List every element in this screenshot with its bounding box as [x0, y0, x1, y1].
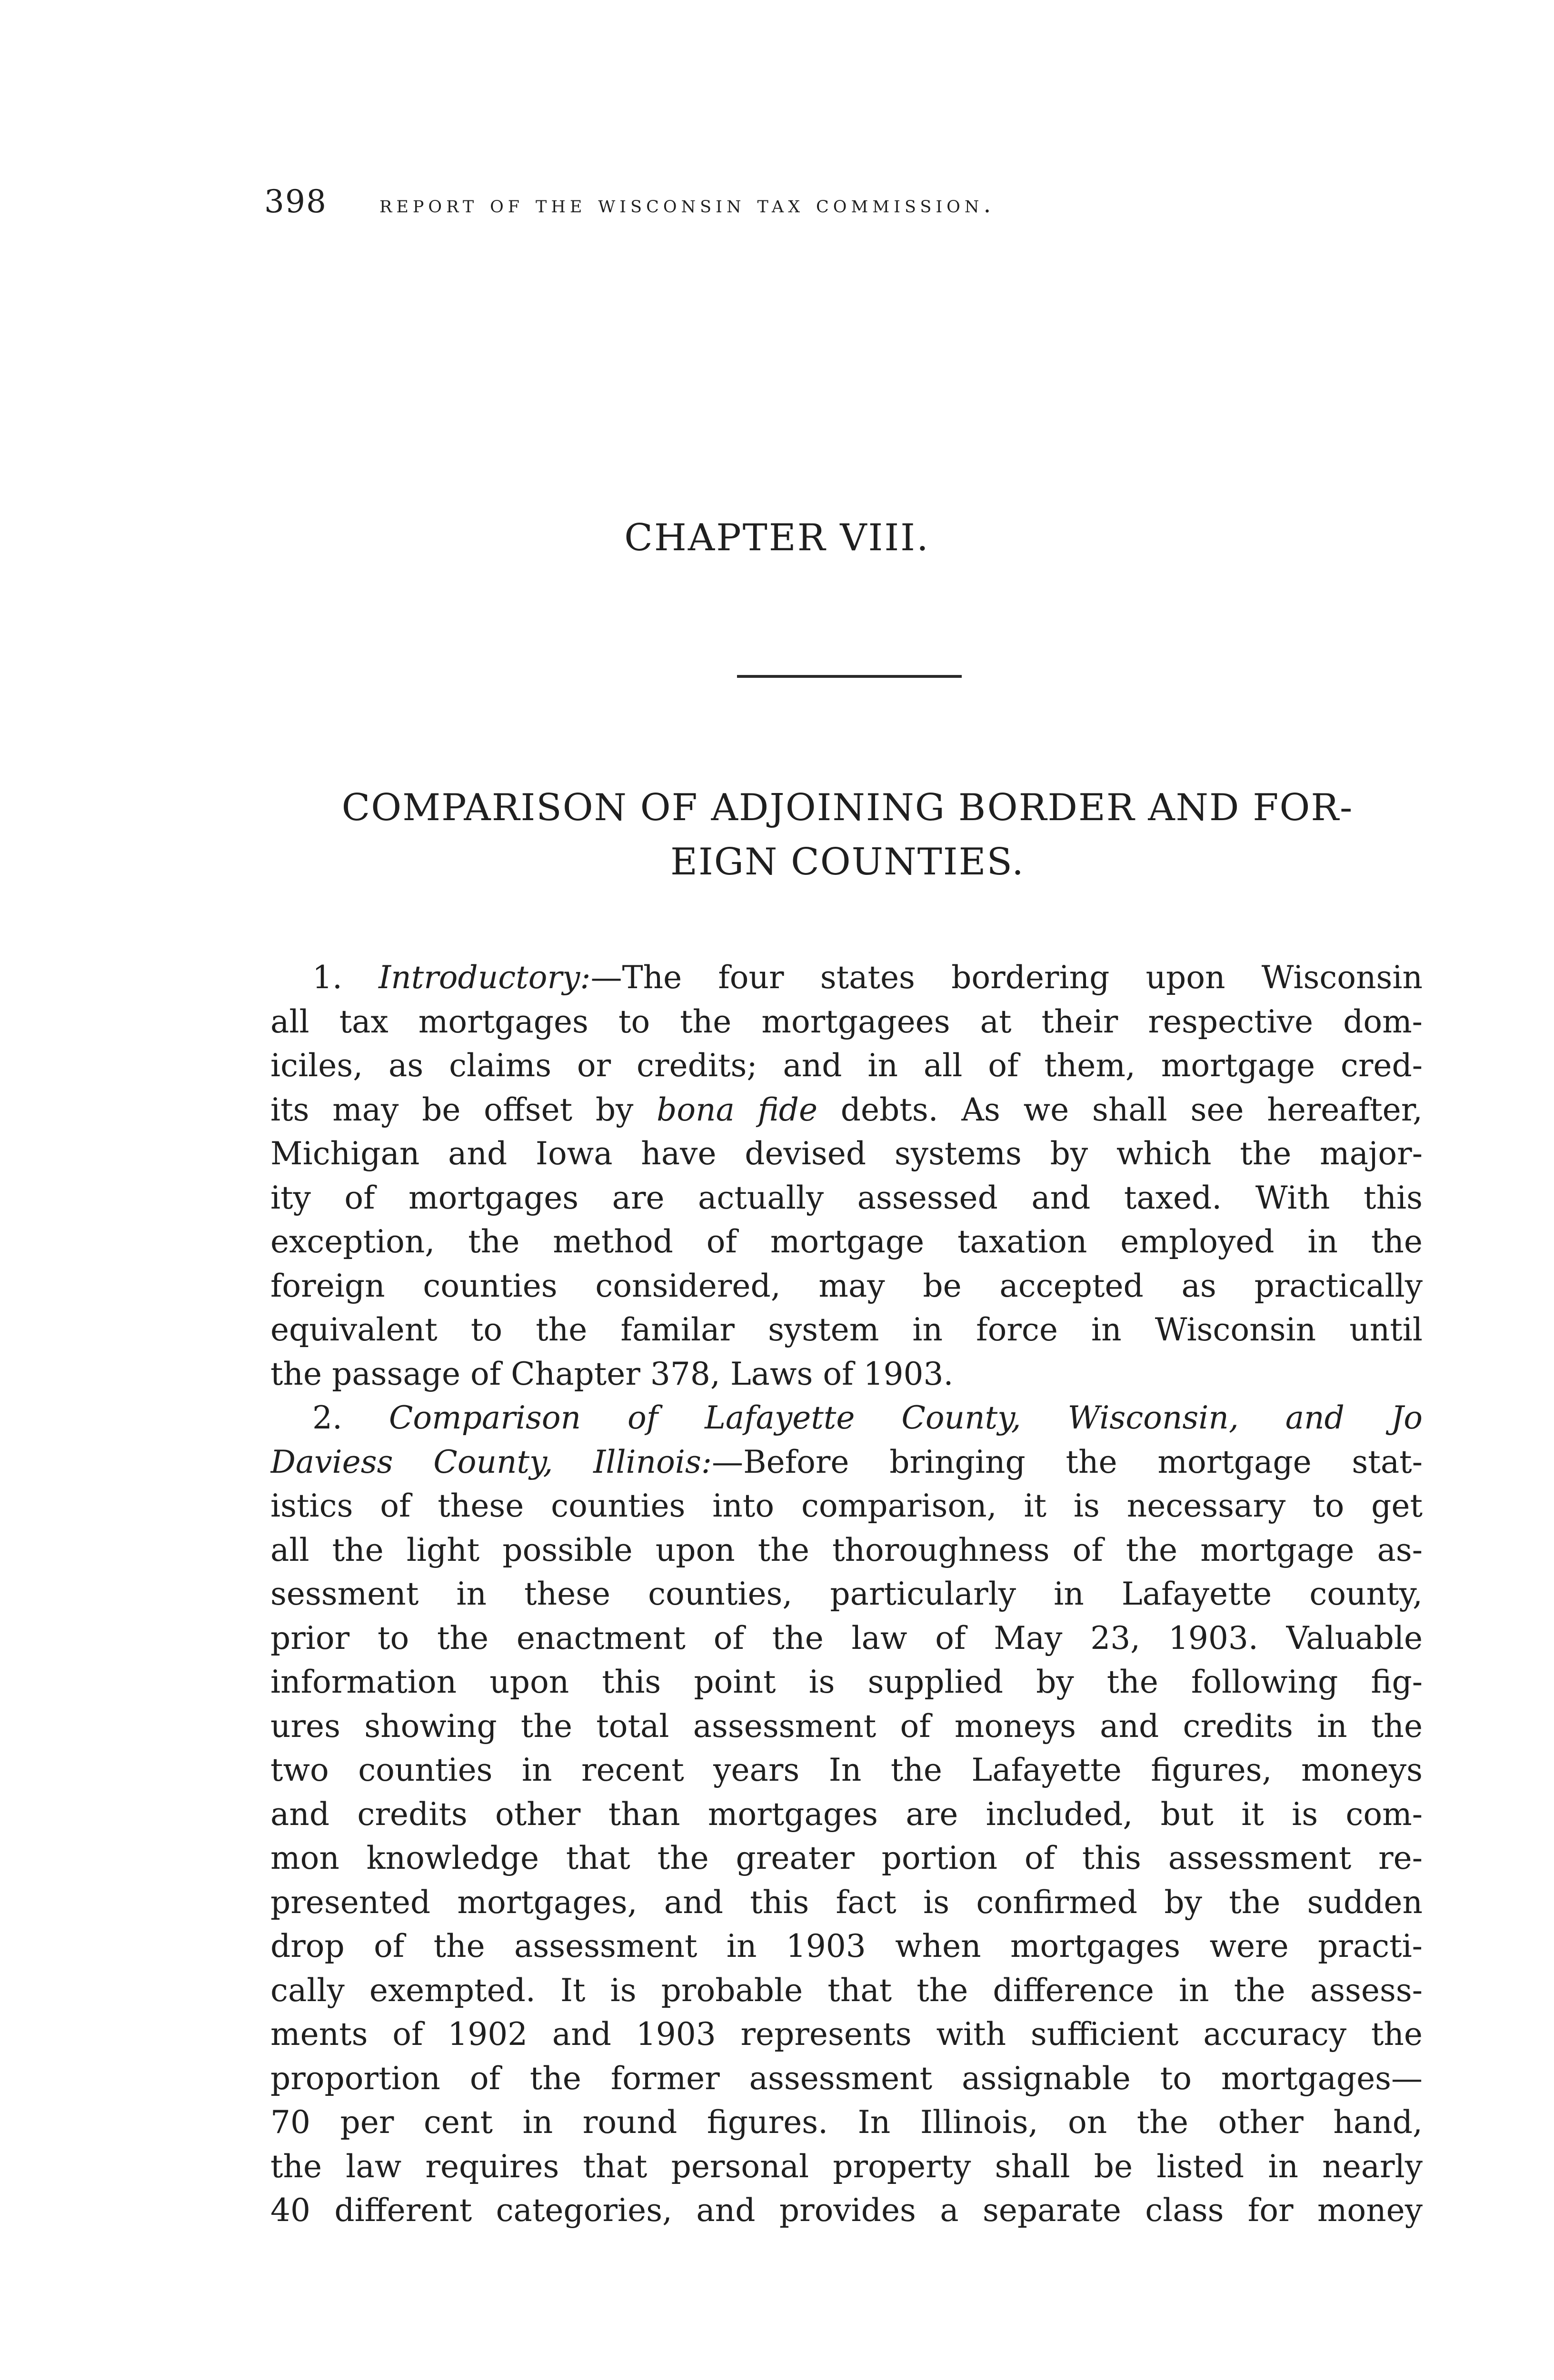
text-span: —Before bringing the mortgage stat- [712, 1443, 1423, 1480]
text-line: ures showing the total assessment of moneys and credits in the [270, 1707, 1423, 1745]
text-line [270, 956, 1423, 1000]
running-head: report of the wisconsin tax commission. [379, 190, 996, 218]
text-line: exception, the method of mortgage taxation employed in the [270, 1223, 1423, 1260]
text-line: the law requires that personal property shall be listed in nearly [270, 2148, 1423, 2185]
text-line: the passage of Chapter 378, Laws of 1903. [270, 1355, 954, 1392]
text-line [270, 1088, 1423, 1132]
page-number: 398 [264, 183, 327, 220]
text-line: all tax mortgages to the mortgagees at their respective dom- [270, 1003, 1423, 1040]
text-line: prior to the enactment of the law of May 23, 1903. Valuable [270, 1619, 1423, 1656]
paragraph-heading: Daviess County, Illinois: [270, 1443, 712, 1480]
text-line: all the light possible upon the thoroughness of the mortgage as- [270, 1531, 1423, 1568]
text-line: two counties in recent years In the Lafayette figures, moneys [270, 1752, 1423, 1788]
text-line: cally exempted. It is probable that the difference in the assess- [270, 1972, 1423, 2009]
text-line [270, 1396, 1423, 1440]
paragraph-number: 1. [312, 959, 342, 996]
paragraph-heading: Introductory: [379, 959, 591, 996]
paragraph-heading: Comparison of Lafayette County, Wisconsin, and Jo [388, 1399, 1423, 1436]
text-line: sessment in these counties, particularly in Lafayette county, [270, 1576, 1423, 1612]
section-title-line-1: COMPARISON OF ADJOINING BORDER AND FOR- [341, 786, 1354, 829]
paragraph-number: 2. [312, 1399, 342, 1436]
text-line: Michigan and Iowa have devised systems by which the major- [270, 1135, 1423, 1172]
chapter-label: CHAPTER VIII. [624, 516, 930, 559]
text-line: mon knowledge that the greater portion of this assessment re- [270, 1840, 1423, 1876]
text-line: 40 different categories, and provides a separate class for money [270, 2192, 1423, 2229]
text-line: iciles, as claims or credits; and in all of them, mortgage cred- [270, 1047, 1423, 1084]
text-line: istics of these counties into comparison, it is necessary to get [270, 1488, 1423, 1524]
chapter-divider-rule [737, 675, 962, 678]
section-title-line-2: EIGN COUNTIES. [670, 841, 1025, 883]
text-line: equivalent to the familar system in force in Wisconsin until [270, 1311, 1423, 1348]
text-line: information upon this point is supplied by the following fig- [270, 1664, 1423, 1700]
italic-phrase: bona fide [657, 1091, 818, 1128]
body-text [270, 956, 1423, 2233]
text-line: ity of mortgages are actually assessed and taxed. With this [270, 1179, 1423, 1216]
text-span: debts. As we shall see hereafter, [840, 1091, 1423, 1128]
text-line: proportion of the former assessment assignable to mortgages— [270, 2060, 1423, 2097]
text-span: —The four states bordering upon Wisconsin [590, 959, 1423, 996]
text-line: drop of the assessment in 1903 when mortgages were practi- [270, 1928, 1423, 1964]
section-title [271, 781, 1424, 889]
page-header [264, 183, 1297, 236]
text-line: and credits other than mortgages are included, but it is com- [270, 1795, 1423, 1833]
text-line: foreign counties considered, may be accepted as practically [270, 1267, 1423, 1304]
text-line [270, 1440, 1423, 1485]
text-line: ments of 1902 and 1903 represents with sufficient accuracy the [270, 2016, 1423, 2053]
text-line: 70 per cent in round figures. In Illinois, on the other hand, [270, 2104, 1423, 2141]
text-span: its may be offset by [270, 1091, 634, 1128]
text-line: presented mortgages, and this fact is confirmed by the sudden [270, 1884, 1423, 1921]
